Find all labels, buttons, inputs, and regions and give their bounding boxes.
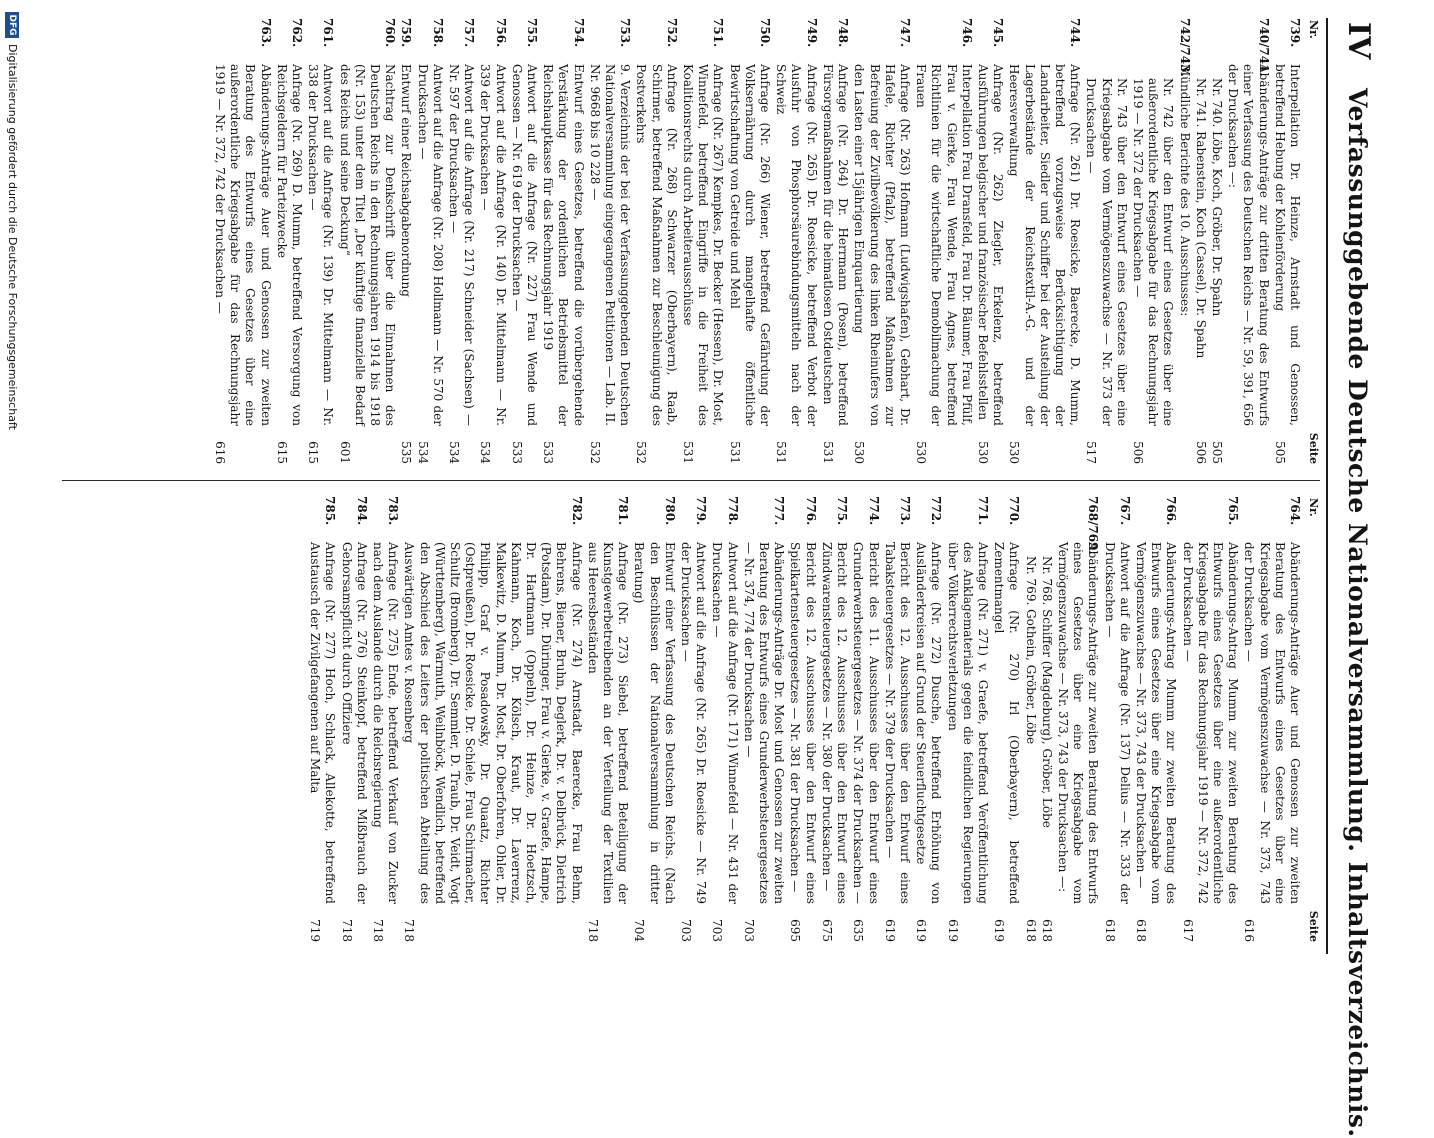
entry-page-number: 534 bbox=[415, 441, 430, 464]
entry-page-number: 695 bbox=[788, 919, 803, 942]
index-entry bbox=[305, 18, 335, 464]
entry-number: 768/769. bbox=[1086, 496, 1101, 555]
entry-page-number: 618 bbox=[1023, 919, 1038, 942]
index-entry bbox=[446, 18, 476, 464]
entry-number: 781. bbox=[616, 496, 631, 526]
entry-text: Entwurf eines Gesetzes, betreffend die vorübergehende Verstärkung der ordentlichen Betriebsmittel der Reichshauptkasse für das Rechnungsjahr 1919 bbox=[541, 64, 586, 426]
index-entry bbox=[850, 496, 880, 942]
index-entry bbox=[585, 496, 631, 942]
entry-number: 752. bbox=[664, 18, 679, 48]
entry-page-number: 635 bbox=[851, 919, 866, 942]
index-entry bbox=[741, 496, 787, 942]
entry-text: Anfrage (Nr. 270) Irl (Oberbayern), betreffend Zementmangel bbox=[992, 542, 1022, 904]
column-divider bbox=[62, 480, 1320, 481]
index-entry bbox=[1176, 18, 1191, 464]
index-entry bbox=[477, 18, 507, 464]
entry-page-number: 506 bbox=[1193, 441, 1208, 464]
entry-page-number: 718 bbox=[339, 919, 354, 942]
left-column bbox=[22, 18, 1320, 464]
footer bbox=[0, 0, 22, 1000]
entry-number: 785. bbox=[323, 496, 338, 526]
entry-page-number: 618 bbox=[1102, 919, 1117, 942]
entry-page-number: 505 bbox=[1209, 441, 1224, 464]
entry-text: Anfrage (Nr. 276) Steinkopf, betreffend Mißbrauch der Gehorsamspflicht durch Offiziere bbox=[339, 542, 369, 904]
entry-page-number: 534 bbox=[447, 441, 462, 464]
entry-text: Bericht des 11. Ausschusses über den Entwurf eines Grunderwerbsteuergesetzes — Nr. 374 der Drucksachen — bbox=[851, 542, 881, 904]
entry-number: 754. bbox=[571, 18, 586, 48]
entry-text: Entwurf einer Verfassung des Deutschen Reichs. (Nach den Beschlüssen der Nationalversammlung in dritter Beratung) bbox=[632, 542, 677, 904]
index-entry bbox=[1272, 18, 1302, 464]
entry-text: Anfrage (Nr. 275) Ende, betreffend Verkauf von Zucker nach dem Auslande durch die Reichsregierung bbox=[371, 542, 401, 904]
entry-page-number: 530 bbox=[1007, 441, 1022, 464]
entry-page-number: 531 bbox=[820, 441, 835, 464]
index-entry bbox=[1193, 18, 1208, 464]
entry-text: Entwurf einer Reichsabgabenordnung bbox=[399, 64, 414, 297]
index-entry bbox=[678, 496, 708, 942]
entry-text: Anfrage (Nr. 262) Ziegler, Erkelenz, betreffend Ausführungen belgischer und französischer Befehlsstellen bbox=[975, 64, 1006, 426]
index-entry bbox=[1022, 496, 1037, 942]
entry-number: 750. bbox=[758, 18, 773, 48]
entry-number: 770. bbox=[1007, 496, 1022, 526]
entry-text: Abänderungs-Antrag Mumm zur zweiten Beratung des Entwurfs eines Gesetzes über eine außerordentliche Kriegsabgabe für das Rechnungsjahr 1919 — Nr. 372, 742 der Drucksachen — bbox=[1180, 542, 1241, 904]
entry-number: 779. bbox=[694, 496, 709, 526]
entry-page-number: 615 bbox=[306, 441, 321, 464]
entry-number: 739. bbox=[1288, 18, 1302, 48]
entry-number: 742/743. bbox=[1177, 18, 1192, 77]
index-entry bbox=[338, 496, 368, 942]
entry-text: Mündliche Berichte des 10. Ausschusses: bbox=[1177, 64, 1192, 317]
entry-number: 748. bbox=[836, 18, 851, 48]
entry-number: 766. bbox=[1164, 496, 1179, 526]
entry-page-number: 704 bbox=[632, 919, 647, 942]
entry-text: Anfrage (Nr. 264) Dr. Herrmann (Posen), betreffend Fürsorgemaßnahmen für die heimatlosen Ostdeutschen bbox=[820, 64, 851, 426]
entry-number: 774. bbox=[866, 496, 881, 526]
entry-page-number: 619 bbox=[882, 919, 897, 942]
entry-number: 767. bbox=[1117, 496, 1132, 526]
index-entry bbox=[680, 18, 726, 464]
index-entry bbox=[212, 18, 273, 464]
seite-heading: Seite bbox=[1307, 910, 1320, 942]
entry-page-number: 615 bbox=[274, 441, 289, 464]
index-entry bbox=[1225, 18, 1271, 464]
entry-text: Anfrage (Nr. 267) Kempkes, Dr. Becker (Hessen), Dr. Most, Winnefeld, betreffend Eingriffe in die Freiheit des Koalitionsrechts durch Arbeiterausschüsse bbox=[681, 64, 726, 426]
index-entry bbox=[370, 496, 400, 942]
entry-text: Nr. 741. Rabenstein, Koch (Cassel), Dr. Spahn bbox=[1193, 78, 1208, 359]
entry-text: Anfrage (Nr. 266) Wiener, betreffend Gefährdung der Volksernährung durch mangelhafte öffentliche Bewirtschaftung von Getreide und Mehl bbox=[727, 64, 773, 426]
entry-page-number: 534 bbox=[478, 441, 493, 464]
index-entry bbox=[540, 18, 586, 464]
index-entry bbox=[1083, 18, 1129, 464]
entry-number: 783. bbox=[386, 496, 401, 526]
entry-text: Nr. 769. Gothein, Gröber, Löbe bbox=[1023, 556, 1038, 745]
entry-page-number: 517 bbox=[1084, 441, 1099, 464]
document-page bbox=[22, 18, 1382, 1138]
entry-page-number: 532 bbox=[634, 441, 649, 464]
entry-number: 755. bbox=[525, 18, 540, 48]
entry-number: 745. bbox=[991, 18, 1006, 48]
seite-heading: Seite bbox=[1307, 432, 1320, 464]
entry-page-number: 530 bbox=[852, 441, 867, 464]
entry-number: 751. bbox=[711, 18, 726, 48]
entry-number: 760. bbox=[383, 18, 398, 48]
index-entry bbox=[991, 496, 1021, 942]
page-marker: IV bbox=[1341, 22, 1376, 60]
funding-credit: Digitalisierung gefördert durch die Deutsche Forschungsgemeinschaft bbox=[6, 44, 19, 430]
entry-text: Abänderungs-Anträge Auer und Genossen zur zweiten Beratung des Entwurfs eines Gesetzes über eine Kriegsabgabe vom Vermögenszuwachse — Nr. 373, 743 der Drucksachen — bbox=[1242, 542, 1302, 904]
entry-number: 775. bbox=[835, 496, 850, 526]
index-entry bbox=[307, 496, 337, 942]
index-entry bbox=[1101, 496, 1131, 942]
entry-text: Antwort auf die Anfrage (Nr. 217) Schneider (Sachsen) — Nr. 597 der Drucksachen — bbox=[447, 64, 477, 426]
entry-number: 756. bbox=[493, 18, 508, 48]
entry-number: 777. bbox=[772, 496, 787, 526]
entry-number: 782. bbox=[569, 496, 584, 526]
entry-text: Nr. 740. Löbe, Koch, Gröber, Dr. Spahn bbox=[1209, 78, 1224, 317]
entry-text: Abänderungs-Anträge zur dritten Beratung des Entwurfs einer Verfassung des Deutschen Reichs — Nr. 59, 391, 656 der Drucksachen —: bbox=[1226, 64, 1271, 426]
index-entry bbox=[336, 18, 397, 464]
entry-text: Abänderungs-Antrag Mumm zur zweiten Beratung des Entwurfs eines Gesetzes über eine Kriegsabgabe vom Vermögenszuwachse — Nr. 373, 743 der Drucksachen — bbox=[1133, 542, 1179, 904]
entry-number: 771. bbox=[975, 496, 990, 526]
entry-text: Antwort auf die Anfrage (Nr. 137) Delius — Nr. 333 der Drucksachen — bbox=[1102, 542, 1132, 904]
entry-text: Antwort auf die Anfrage (Nr. 139) Dr. Mittelmann — Nr. 338 der Drucksachen — bbox=[306, 64, 336, 426]
entry-page-number: 619 bbox=[945, 919, 960, 942]
index-entry bbox=[631, 496, 677, 942]
entry-page-number: 718 bbox=[402, 919, 417, 942]
entry-page-number: 530 bbox=[914, 441, 929, 464]
entry-text: Antwort auf die Anfrage (Nr. 265) Dr. Roesicke — Nr. 749 der Drucksachen — bbox=[679, 542, 709, 904]
index-entry bbox=[398, 18, 413, 464]
entry-page-number: 531 bbox=[727, 441, 742, 464]
entry-text: Anfrage (Nr. 265) Dr. Roesicke, betreffend Verbot der Ausfuhr von Phosphorsäurebindungsmitteln nach der Schweiz bbox=[774, 64, 819, 426]
right-entries bbox=[307, 496, 1302, 942]
right-column bbox=[22, 496, 1320, 942]
entry-number: 758. bbox=[430, 18, 445, 48]
entry-number: 772. bbox=[929, 496, 944, 526]
index-entry bbox=[401, 496, 583, 942]
entry-text: Abänderungs-Anträge Auer und Genossen zur zweiten Beratung des Entwurfs eines Gesetzes über eine außerordentliche Kriegsabgabe für das Rechnungsjahr 1919 — Nr. 372, 742 der Drucksachen — bbox=[212, 64, 273, 426]
entry-text: Nachtrag zur Denkschrift über die Einnahmen des Deutschen Reichs in den Rechnungsjahren 1914 bis 1918 (Nr. 153) unter dem Titel „Der künftige finanzielle Bedarf des Reichs und seine Deckung“ bbox=[337, 64, 398, 426]
entry-number: 776. bbox=[803, 496, 818, 526]
nr-heading: Nr. bbox=[1307, 20, 1320, 39]
entry-number: 749. bbox=[804, 18, 819, 48]
entry-number: 784. bbox=[354, 496, 369, 526]
entry-page-number: 535 bbox=[399, 441, 414, 464]
entry-page-number: 675 bbox=[819, 919, 834, 942]
entry-text: Anfrage (Nr. 263) Hofmann (Ludwigshafen), Gebhart, Dr. Hafele, Richter (Pfalz), betreffend Maßnahmen zur Befreiung der Zivilbevölkerung des linken Rheinufers von den Lasten einer 15jährigen Einquartierung bbox=[852, 64, 912, 426]
entry-page-number: 533 bbox=[509, 441, 524, 464]
index-entry bbox=[913, 496, 943, 942]
entry-number: 740/741. bbox=[1256, 18, 1271, 77]
entry-text: Nr. 742 über den Entwurf eines Gesetzes über eine außerordentliche Kriegsabgabe für das Rechnungsjahr 1919 — Nr. 372 der Drucksachen — bbox=[1130, 78, 1176, 426]
entry-number: 753. bbox=[618, 18, 633, 48]
entry-page-number: 531 bbox=[681, 441, 696, 464]
index-entry bbox=[882, 496, 912, 942]
entry-page-number: 619 bbox=[914, 919, 929, 942]
entry-number: 762. bbox=[290, 18, 304, 48]
entry-page-number: 533 bbox=[541, 441, 556, 464]
index-entry bbox=[414, 18, 444, 464]
entry-number: 763. bbox=[258, 18, 273, 48]
entry-text: Bericht des 12. Ausschusses über den Entwurf eines Zündwarensteuergesetzes — Nr. 380 der Drucksachen — bbox=[819, 542, 850, 904]
left-column-header bbox=[1302, 18, 1320, 464]
index-entry bbox=[1179, 496, 1240, 942]
entry-page-number: 505 bbox=[1272, 441, 1287, 464]
entry-text: Abänderungs-Anträge zur zweiten Beratung des Entwurfs eines Gesetzes über eine Kriegsabgabe vom Vermögenszuwachse — Nr. 373, 743 der Drucksachen —: bbox=[1055, 542, 1101, 904]
entry-page-number: 719 bbox=[308, 919, 323, 942]
entry-text: Anfrage (Nr. 277) Hoch, Schlack, Allekotte, betreffend Austausch der Zivilgefangenen auf Malta bbox=[308, 542, 338, 904]
index-entry bbox=[1209, 18, 1224, 464]
entry-page-number: 703 bbox=[741, 919, 756, 942]
index-entry bbox=[726, 18, 772, 464]
entry-page-number: 617 bbox=[1180, 919, 1195, 942]
entry-number: 764. bbox=[1288, 496, 1302, 526]
entry-page-number: 618 bbox=[1133, 919, 1148, 942]
entry-page-number: 601 bbox=[337, 441, 352, 464]
page-header bbox=[1326, 18, 1382, 1138]
entry-page-number: 616 bbox=[1242, 919, 1257, 942]
index-entry bbox=[1130, 18, 1176, 464]
index-entry bbox=[1241, 496, 1302, 942]
entry-number: 780. bbox=[662, 496, 677, 526]
entry-text: Anfrage (Nr. 268) Schwarzer (Oberbayern), Raab, Schirmer, betreffend Maßnahmen zur Beschleunigung des Postverkehrs bbox=[634, 64, 679, 426]
page-title: Verfassunggebende Deutsche Nationalversammlung. Inhaltsverzeichnis. bbox=[1343, 88, 1372, 1138]
entry-text: Interpellation Frau Dransfeld, Frau Dr. Bäumer, Frau Pfülf, Frau v. Gierke, Frau Wende, Frau Agnes, betreffend Richtlinien für die wirtschaftliche Demobilmachung der Frauen bbox=[914, 64, 974, 426]
index-entry bbox=[819, 496, 849, 942]
entry-page-number: 506 bbox=[1130, 441, 1145, 464]
right-column-header bbox=[1302, 496, 1320, 942]
index-entry bbox=[787, 496, 817, 942]
entry-page-number: 530 bbox=[975, 441, 990, 464]
entry-page-number: 703 bbox=[679, 919, 694, 942]
index-entry bbox=[944, 496, 990, 942]
entry-number: 744. bbox=[1068, 18, 1083, 48]
index-entry bbox=[851, 18, 912, 464]
entry-text: Abänderungs-Anträge Dr. Most und Genossen zur zweiten Beratung des Entwurfs eines Grunderwerbsteuergesetzes — Nr. 374, 774 der Drucksachen — bbox=[741, 542, 787, 904]
nr-heading: Nr. bbox=[1307, 498, 1320, 517]
index-entry bbox=[587, 18, 633, 464]
entry-page-number: 703 bbox=[710, 919, 725, 942]
entry-number: 757. bbox=[462, 18, 477, 48]
entry-text: Anfrage (Nr. 261) Dr. Roesicke, Baerecke, D. Mumm, betreffend vorzugsweise Berücksichtigung der Landarbeiter, Siedler und Schiffer bei der Austeilung der Lagerbestände der Reichstextil-A.-G. und der Heeresverwaltung bbox=[1007, 64, 1083, 426]
dfg-logo: DFG bbox=[5, 12, 19, 38]
index-entry bbox=[975, 18, 1005, 464]
entry-number: 747. bbox=[897, 18, 912, 48]
index-entry bbox=[1006, 18, 1082, 464]
index-entry bbox=[820, 18, 850, 464]
entry-page-number: 616 bbox=[212, 441, 227, 464]
entry-number: 778. bbox=[725, 496, 740, 526]
index-entry bbox=[1039, 496, 1054, 942]
entry-number: 761. bbox=[321, 18, 336, 48]
entry-text: 9. Verzeichnis der bei der Verfassunggebenden Deutschen Nationalversammlung eingegangenen Petitionen — Lab. II. Nr. 9668 bis 10 228 — bbox=[587, 64, 633, 426]
index-entry bbox=[633, 18, 679, 464]
index-entry bbox=[1133, 496, 1179, 942]
entry-number: 759. bbox=[399, 18, 414, 48]
entry-text: Anfrage (Nr. 269) D. Mumm, betreffend Versorgung von Reichsgeldern für Parteizwecke bbox=[274, 64, 304, 426]
entry-text: Interpellation Dr. Heinze, Arnstadt und Genossen, betreffend Hebung der Kohlenförderung bbox=[1272, 64, 1302, 426]
entry-text: Antwort auf die Anfrage (Nr. 227) Frau Wende und Genossen — Nr. 619 der Drucksachen — bbox=[509, 64, 540, 426]
entry-text: Anfrage (Nr. 274) Arnstadt, Baerecke, Frau Behm, Behrens, Biener, Bruhn, Deglerk, Dr. v. Delbrück, Dietrich (Potsdam), Dr. Düringer, Frau v. Gierke, v. Graefe, Hampe, Dr. Hartmann (Oppeln), Dr. Heinze, Dr. Hoetzsch, Kahmann, Koch, Dr. Kölsch, Kraut, Dr. Laverrenz, Malkewitz, D. Mumm, Dr. Most, Dr. Oberfohren, Ohler, Dr. Philipp, Graf v. Posadowsky, Dr. Quaatz, Richter (Ostpreußen), Dr. Roesicke, Dr. Schiele, Frau Schirmacher, Schultz (Bromberg), Dr. Semmler, D. Traub, Dr. Veidt, Vogt (Württemberg), Warmuth, Weilnböck, Wendlich, betreffend den Abschied des Leiters der politischen Abteilung des Auswärtigen Amtes v. Rosenberg bbox=[402, 542, 584, 904]
entry-page-number: 619 bbox=[992, 919, 1007, 942]
entry-number: 746. bbox=[959, 18, 974, 48]
entry-text: Nr. 743 über den Entwurf eines Gesetzes über eine Kriegsabgabe vom Vermögenszuwachse — Nr. 373 der Drucksachen — bbox=[1084, 78, 1129, 426]
entry-page-number: 531 bbox=[774, 441, 789, 464]
entry-text: Bericht des 12. Ausschusses über den Entwurf eines Tabaksteuergesetzes — Nr. 379 der Drucksachen — bbox=[882, 542, 912, 904]
entry-text: Anfrage (Nr. 271) v. Graefe, betreffend Veröffentlichung des Anklagematerials gegen die feindlichen Regierungen über Völkerrechtsverletzungen bbox=[945, 542, 990, 904]
entry-text: Antwort auf die Anfrage (Nr. 208) Hollmann — Nr. 570 der Drucksachen — bbox=[415, 64, 445, 426]
entry-page-number: 532 bbox=[587, 441, 602, 464]
entry-text: Bericht des 12. Ausschusses über den Entwurf eines Spielkartensteuergesetzes — Nr. 381 der Drucksachen — bbox=[788, 542, 818, 904]
left-entries bbox=[212, 18, 1302, 464]
entry-page-number: 718 bbox=[371, 919, 386, 942]
index-entry bbox=[1055, 496, 1101, 942]
index-entry bbox=[709, 496, 739, 942]
index-entry bbox=[773, 18, 819, 464]
entry-text: Antwort auf die Anfrage (Nr. 171) Winnefeld — Nr. 431 der Drucksachen — bbox=[710, 542, 740, 904]
entry-page-number: 718 bbox=[585, 919, 600, 942]
entry-page-number: 618 bbox=[1039, 919, 1054, 942]
entry-text: Anfrage (Nr. 272) Dusche, betreffend Erhöhung von Ausländerkreisen auf Grund der Steuerfluchtgesetze bbox=[914, 542, 944, 904]
index-entry bbox=[274, 18, 304, 464]
entry-text: Nr. 768. Schiffer (Magdeburg), Gröber, Löbe bbox=[1039, 556, 1054, 828]
entry-text: Anfrage (Nr. 273) Siebel, betreffend Beteiligung der Kunstgewerbetreibenden an der Verteilung der Textilien aus Heeresbeständen bbox=[585, 542, 631, 904]
entry-text: Antwort auf die Anfrage (Nr. 140) Dr. Mittelmann — Nr. 339 der Drucksachen — bbox=[478, 64, 508, 426]
index-entry bbox=[509, 18, 539, 464]
index-entry bbox=[913, 18, 974, 464]
entry-number: 773. bbox=[897, 496, 912, 526]
entry-number: 765. bbox=[1226, 496, 1241, 526]
